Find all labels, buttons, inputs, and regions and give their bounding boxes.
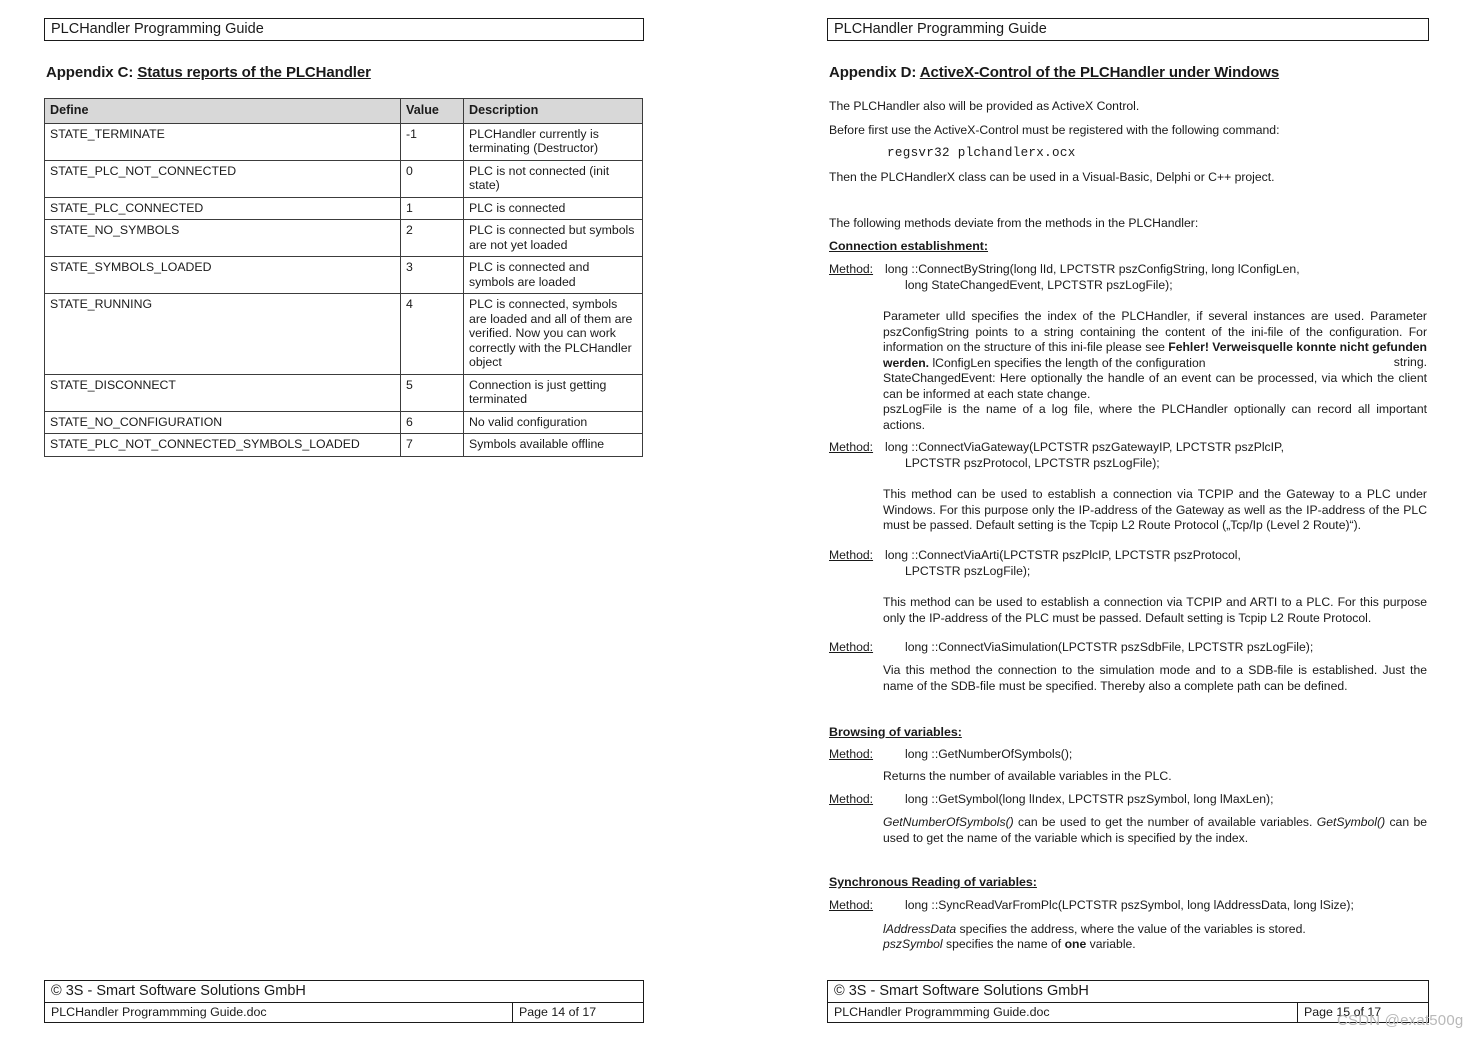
statechangedevent-note: StateChangedEvent: Here optionally the handle of an event can be processed, via which the client can be informed at each state change.	[883, 371, 1427, 401]
cell-value: 1	[401, 197, 464, 220]
cell-define: STATE_NO_SYMBOLS	[45, 220, 401, 257]
column-header-description: Description	[464, 99, 643, 124]
desc-part-a: specifies the address, where the value of the variables is stored.	[956, 922, 1306, 936]
method-syncreadvarfromplc	[829, 898, 1427, 914]
footer-copyright: © 3S - Smart Software Solutions GmbH	[44, 980, 644, 1002]
appendix-d-title	[829, 64, 1279, 81]
register-command-code: regsvr32 plchandlerx.ocx	[887, 146, 1076, 160]
cell-value: 2	[401, 220, 464, 257]
intro-paragraph-2: Before first use the ActiveX-Control must be registered with the following command:	[829, 123, 1280, 137]
method-label: Method:	[829, 640, 874, 654]
method-getsymbol-description	[883, 815, 1427, 846]
cell-define: STATE_RUNNING	[45, 294, 401, 375]
method-signature-row	[829, 747, 1427, 763]
laddressdata-italic: lAddressData	[883, 922, 957, 936]
page-header-left: PLCHandler Programming Guide	[44, 18, 644, 41]
table-row	[45, 257, 643, 294]
section-synchronous-reading: Synchronous Reading of variables:	[829, 875, 1037, 889]
cell-description: PLC is connected	[464, 197, 643, 220]
method-label: Method:	[829, 747, 874, 761]
cell-description: PLC is connected and symbols are loaded	[464, 257, 643, 294]
footer-bottom-row	[44, 1002, 644, 1023]
method-signature-line1: long ::ConnectViaArti(LPCTSTR pszPlcIP, LPCTSTR pszProtocol,	[885, 548, 1241, 562]
method-label: Method:	[829, 440, 874, 454]
method-label: Method:	[829, 898, 874, 912]
desc-part-b: variable.	[1086, 937, 1136, 951]
column-header-value: Value	[401, 99, 464, 124]
method-connectviaarti-description: This method can be used to establish a connection via TCPIP and ARTI to a PLC. For this purpose only the IP-address of the PLC must be passed. Default setting is Tcpip L2 Route Protocol.	[883, 595, 1427, 625]
cell-define: STATE_PLC_NOT_CONNECTED_SYMBOLS_LOADED	[45, 434, 401, 457]
page-footer-left	[44, 980, 644, 1023]
cell-value: 3	[401, 257, 464, 294]
cell-value: 7	[401, 434, 464, 457]
footer-page-number: Page 14 of 17	[512, 1003, 643, 1022]
cell-define: STATE_SYMBOLS_LOADED	[45, 257, 401, 294]
status-reports-table	[44, 98, 643, 457]
method-getnumberofsymbols	[829, 747, 1427, 763]
footer-document-name: PLCHandler Programmming Guide.doc	[834, 1005, 1050, 1019]
table-row	[45, 123, 643, 160]
method-label: Method:	[829, 792, 874, 806]
method-signature-row	[829, 640, 1427, 656]
getsymbol-italic: GetSymbol()	[1316, 815, 1386, 829]
method-signature-row	[829, 440, 1427, 456]
method-connectviasimulation	[829, 640, 1427, 656]
method-connectviagateway	[829, 440, 1427, 471]
cell-description: PLCHandler currently is terminating (Destructor)	[464, 123, 643, 160]
cell-define: STATE_PLC_NOT_CONNECTED	[45, 160, 401, 197]
method-getnumberofsymbols-description: Returns the number of available variables in the PLC.	[883, 769, 1172, 783]
cell-value: 5	[401, 374, 464, 411]
method-signature: long ::GetSymbol(long lIndex, LPCTSTR pszSymbol, long lMaxLen);	[905, 792, 1274, 806]
table-row	[45, 220, 643, 257]
cell-description: Connection is just getting terminated	[464, 374, 643, 411]
method-signature-row	[829, 548, 1427, 564]
method-signature: long ::ConnectViaSimulation(LPCTSTR pszSdbFile, LPCTSTR pszLogFile);	[905, 640, 1314, 654]
appendix-c-subject: Status reports of the PLCHandler	[137, 64, 371, 81]
page-left	[44, 0, 644, 1038]
method-signature-line2: long StateChangedEvent, LPCTSTR pszLogFile);	[905, 277, 1173, 292]
intro-paragraph-1: The PLCHandler also will be provided as ActiveX Control.	[829, 99, 1140, 113]
footer-page-number: Page 15 of 17	[1297, 1003, 1428, 1022]
appendix-d-subject: ActiveX-Control of the PLCHandler under Windows	[919, 64, 1280, 81]
table-row	[45, 294, 643, 375]
method-connectviaarti	[829, 548, 1427, 579]
cell-description: PLC is connected but symbols are not yet loaded	[464, 220, 643, 257]
table-row	[45, 411, 643, 434]
desc-part-b: lConfigLen specifies the length of the configuration	[929, 355, 1206, 370]
method-signature: long ::SyncReadVarFromPlc(LPCTSTR pszSymbol, long lAddressData, long lSize);	[905, 898, 1354, 912]
method-label: Method:	[829, 262, 874, 276]
method-signature-line1: long ::ConnectViaGateway(LPCTSTR pszGatewayIP, LPCTSTR pszPlcIP,	[885, 440, 1284, 454]
cell-define: STATE_DISCONNECT	[45, 374, 401, 411]
watermark: CSDN @exat500g	[1337, 1012, 1464, 1029]
method-signature-line2: LPCTSTR pszLogFile);	[905, 563, 1031, 578]
cell-description: Symbols available offline	[464, 434, 643, 457]
method-signature-line1: long ::ConnectByString(long lId, LPCTSTR pszConfigString, long lConfigLen,	[885, 262, 1300, 276]
footer-copyright: © 3S - Smart Software Solutions GmbH	[827, 980, 1429, 1002]
intro-paragraph-4: The following methods deviate from the methods in the PLCHandler:	[829, 216, 1199, 230]
desc-part-tail: string.	[1393, 355, 1427, 369]
method-signature: long ::GetNumberOfSymbols();	[905, 747, 1073, 761]
appendix-c-title	[46, 64, 371, 81]
table-row	[45, 160, 643, 197]
desc-part-b: can be used to get the name of the variable which is specified by the index.	[883, 815, 1427, 845]
appendix-d-label: Appendix D:	[829, 64, 917, 81]
page-right	[827, 0, 1429, 1038]
column-header-define: Define	[45, 99, 401, 124]
method-signature-row	[829, 262, 1427, 278]
table-header-row	[45, 99, 643, 124]
method-connectviagateway-description: This method can be used to establish a connection via TCPIP and the Gateway to a PLC under Windows. For this purpose only the IP-address of the Gateway as well as the IP-address of the PLC must be passed. Default setting is the Tcpip L2 Route Protocol („Tcp/Ip (Level 2 Route)“).	[883, 487, 1427, 532]
cell-value: -1	[401, 123, 464, 160]
method-signature-row	[829, 792, 1427, 808]
one-bold: one	[1064, 937, 1087, 951]
cell-define: STATE_TERMINATE	[45, 123, 401, 160]
page-header-right: PLCHandler Programming Guide	[827, 18, 1429, 41]
method-getsymbol	[829, 792, 1427, 808]
cell-define: STATE_PLC_CONNECTED	[45, 197, 401, 220]
table-row	[45, 374, 643, 411]
desc-part-a: can be used to get the number of available variables.	[1013, 815, 1317, 829]
desc-part-a: specifies the name of	[942, 937, 1065, 951]
section-browsing-variables: Browsing of variables:	[829, 725, 962, 739]
pszlogfile-note: pszLogFile is the name of a log file, where the PLCHandler optionally can record all important actions.	[883, 402, 1427, 432]
error-reference-bold: Fehler! Verweisquelle konnte nicht gefunden werden.	[883, 340, 1427, 370]
table-row	[45, 434, 643, 457]
cell-value: 4	[401, 294, 464, 375]
method-signature-line2: LPCTSTR pszProtocol, LPCTSTR pszLogFile);	[905, 455, 1160, 470]
cell-description: PLC is connected, symbols are loaded and all of them are verified. Now you can work correctly with the PLCHandler object	[464, 294, 643, 375]
cell-value: 0	[401, 160, 464, 197]
pszsymbol-note	[883, 937, 1427, 953]
cell-description: PLC is not connected (init state)	[464, 160, 643, 197]
table-row	[45, 197, 643, 220]
cell-description: No valid configuration	[464, 411, 643, 434]
cell-value: 6	[401, 411, 464, 434]
laddressdata-note	[883, 922, 1427, 938]
pszsymbol-italic: pszSymbol	[883, 937, 943, 951]
section-connection-establishment: Connection establishment:	[829, 239, 989, 253]
method-connectbystring	[829, 262, 1427, 293]
cell-define: STATE_NO_CONFIGURATION	[45, 411, 401, 434]
getnumberofsymbols-italic: GetNumberOfSymbols()	[883, 815, 1014, 829]
method-signature-row	[829, 898, 1427, 914]
desc-part-a: Parameter ulId specifies the index of the PLCHandler, if several instances are used. Parameter pszConfigString points to a string containing the content of the ini-file of the configuration. For information on the structure of this ini-file please see	[883, 309, 1427, 354]
appendix-c-label: Appendix C:	[46, 64, 134, 81]
method-connectviasimulation-description: Via this method the connection to the simulation mode and to a SDB-file is established. Just the name of the SDB-file must be specified. Thereby also a complete path can be defined.	[883, 663, 1427, 693]
method-label: Method:	[829, 548, 874, 562]
intro-paragraph-3: Then the PLCHandlerX class can be used in a Visual-Basic, Delphi or C++ project.	[829, 170, 1275, 184]
footer-document-name: PLCHandler Programmming Guide.doc	[51, 1005, 267, 1019]
